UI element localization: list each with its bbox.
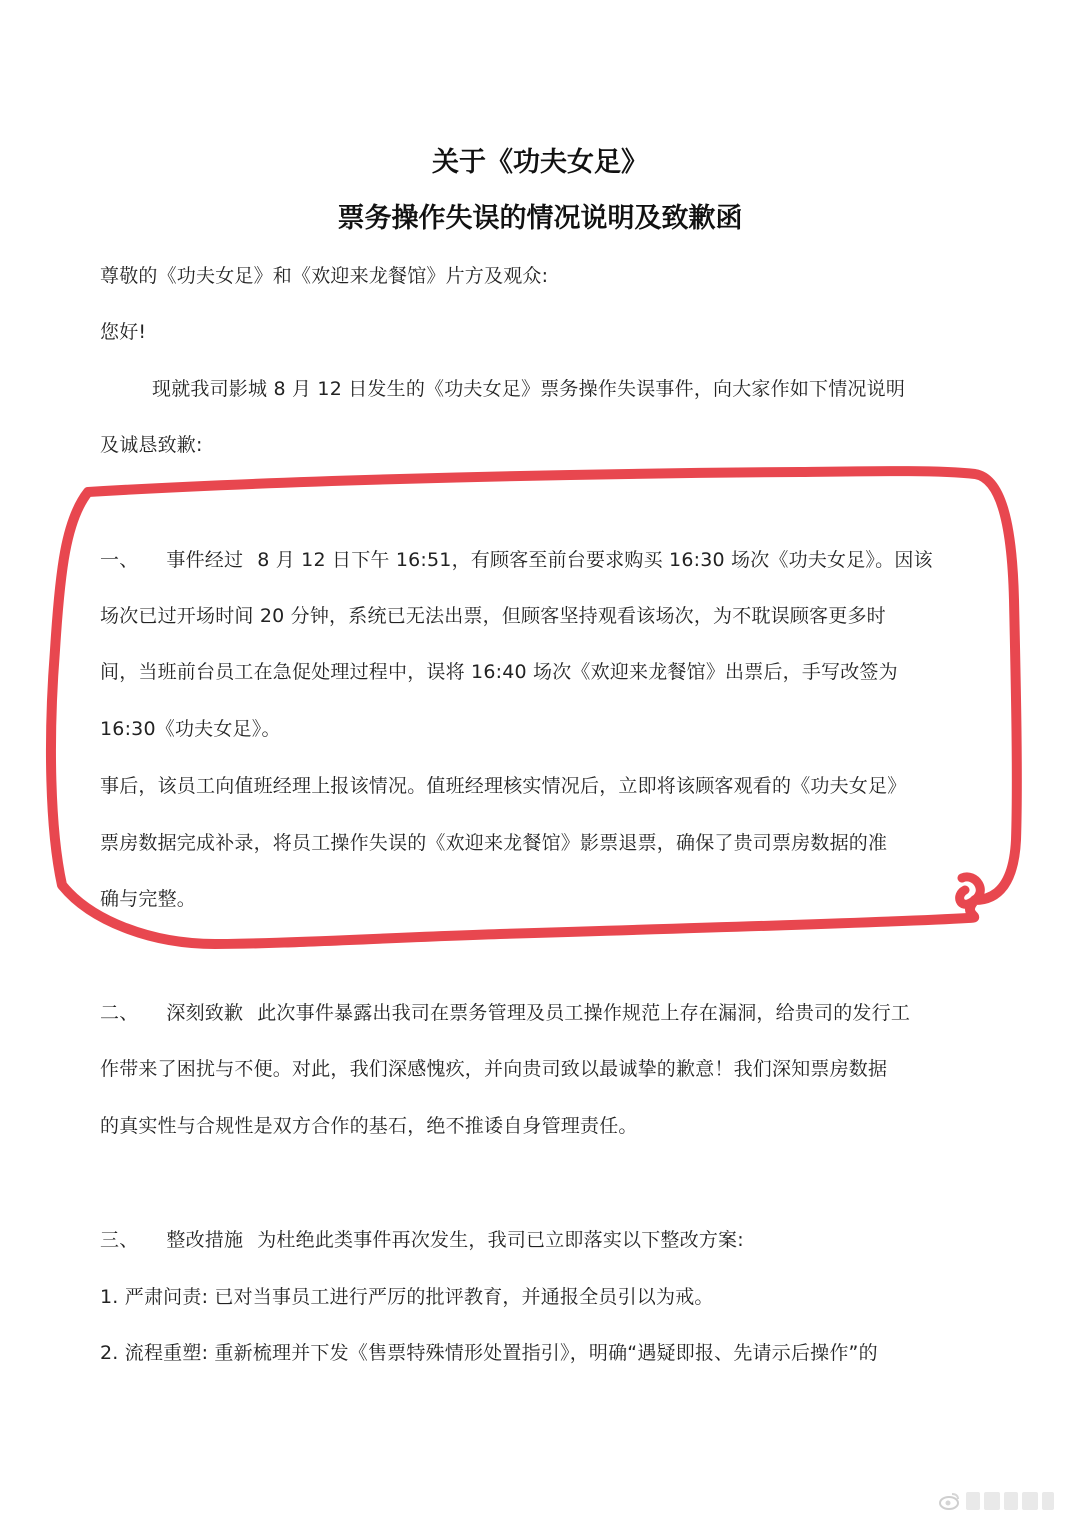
section3-first-line [100,1225,744,1252]
section2-number: 二、 [100,1002,139,1024]
section1-line-5: 票房数据完成补录，将员工操作失误的《欢迎来龙餐馆》影票退票，确保了贵司票房数据的准 [100,832,888,854]
section1-line-4: 事后，该员工向值班经理上报该情况。值班经理核实情况后，立即将该顾客观看的《功夫女足》 [100,775,907,797]
intro-line-2: 及诚恳致歉: [100,434,203,456]
watermark [938,1488,1058,1514]
section2-line-2: 的真实性与合规性是双方合作的基石，绝不推诿自身管理责任。 [100,1115,638,1137]
section1-line-3: 16:30《功夫女足》。 [100,718,281,740]
section2-first-line [100,998,910,1025]
doc-title-line1: 关于《功夫女足》 [432,147,648,178]
section1-line-6: 确与完整。 [100,888,197,910]
section1-first-line [100,545,933,572]
section2-line-1: 作带来了困扰与不便。对此，我们深感愧疚，并向贵司致以最诚挚的歉意！我们深知票房数据 [100,1058,888,1080]
red-loop-tail [960,877,981,904]
section1-number: 一、 [100,549,139,571]
section1-line-1: 场次已过开场时间 20 分钟，系统已无法出票，但顾客坚持观看该场次，为不耽误顾客更多时 [100,605,886,627]
section3-number: 三、 [100,1229,139,1251]
doc-title-line2: 票务操作失误的情况说明及致歉函 [337,203,743,234]
section2-heading: 深刻致歉 [166,1002,244,1024]
section2-line-0: 此次事件暴露出我司在票务管理及员工操作规范上存在漏洞，给贵司的发行工 [257,1002,911,1024]
intro-line-1: 现就我司影城 8 月 12 日发生的《功夫女足》票务操作失误事件，向大家作如下情况说明 [152,378,906,400]
section1-line-2: 间，当班前台员工在急促处理过程中，误将 16:40 场次《欢迎来龙餐馆》出票后，手写改签为 [100,661,898,683]
greeting: 您好! [100,321,147,343]
weibo-icon [938,1490,960,1512]
section3-item-2: 2. 流程重塑: 重新梳理并下发《售票特殊情形处置指引》，明确“遇疑即报、先请示后操作”的 [100,1342,878,1364]
section3-item-1: 1. 严肃问责: 已对当事员工进行严厉的批评教育，并通报全员引以为戒。 [100,1286,714,1308]
salutation: 尊敬的《功夫女足》和《欢迎来龙餐馆》片方及观众: [100,265,549,287]
section3-line-0: 为杜绝此类事件再次发生，我司已立即落实以下整改方案: [257,1229,744,1251]
red-loop-path [51,471,1017,944]
section1-line-0: 8 月 12 日下午 16:51，有顾客至前台要求购买 16:30 场次《功夫女足》。因该 [257,549,933,571]
section1-heading: 事件经过 [166,549,244,571]
section3-heading: 整改措施 [166,1229,244,1251]
